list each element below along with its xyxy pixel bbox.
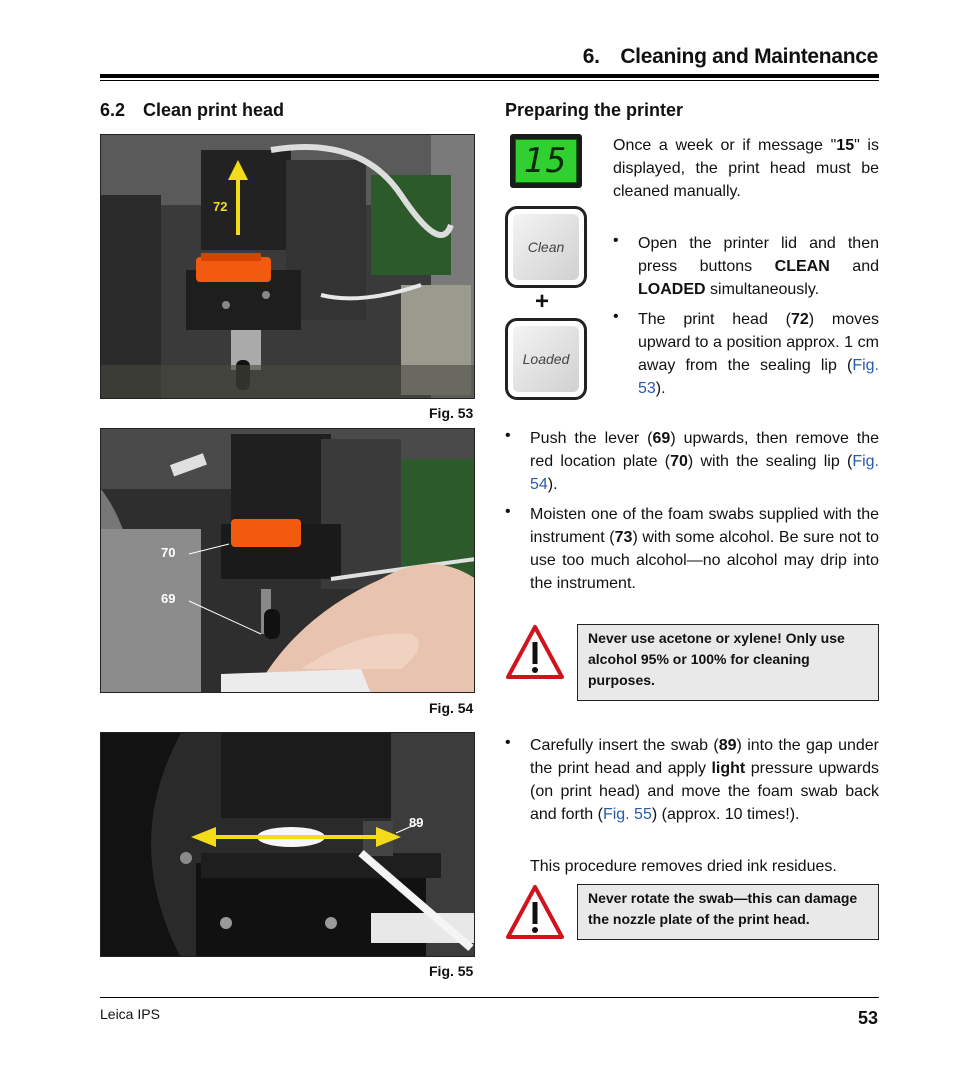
figure-53-caption: Fig. 53 <box>429 405 474 421</box>
subsection-title: Preparing the printer <box>505 100 684 120</box>
fig-55-link[interactable]: Fig. 55 <box>602 806 652 823</box>
warning-box-rotate: Never rotate the swab—this can damage the nozzle plate of the print head. <box>577 884 879 940</box>
chapter-title: 6. Cleaning and Maintenance <box>582 45 878 68</box>
intro-paragraph: Once a week or if message "15" is displayed, the print head must be cleaned manually. <box>613 137 879 200</box>
bullet-marker: • <box>505 734 511 751</box>
loaded-button-icon <box>505 318 587 400</box>
bullet-moisten-swab: Moisten one of the foam swabs supplied with the instrument (73) with some alcohol. Be sure not to use too much alcohol—no alcohol may drip into the instrument. <box>530 506 880 592</box>
callout-69: 69 <box>161 591 176 606</box>
bullet-marker: • <box>505 503 511 520</box>
callout-89: 89 <box>409 815 424 830</box>
figure-54-caption: Fig. 54 <box>429 700 474 716</box>
bullet-press-buttons: Open the printer lid and then press buttons CLEAN and LOADED simultaneously. <box>638 235 880 298</box>
warning-icon <box>505 624 565 680</box>
clean-button-label: Clean <box>527 239 565 255</box>
bullet-marker: • <box>613 308 619 325</box>
fig-54-link[interactable]: Fig. 54 <box>530 453 879 493</box>
procedure-note: This procedure removes dried ink residues. <box>530 858 837 875</box>
warning-box-solvents: Never use acetone or xylene! Only use alcohol 95% or 100% for cleaning purposes. <box>577 624 879 701</box>
footer-product: Leica IPS <box>100 1006 160 1022</box>
callout-70: 70 <box>161 545 176 560</box>
display-value: 15 <box>523 141 569 181</box>
bullet-insert-swab: Carefully insert the swab (89) into the gap under the print head and apply light pressure upwards (on print head) and move the foam swab back and forth (Fig. 55) (approx. 10 times!). <box>530 737 879 823</box>
warning-icon <box>505 884 565 940</box>
figure-55-caption: Fig. 55 <box>429 963 474 979</box>
fig-53-link[interactable]: Fig. 53 <box>638 357 879 397</box>
bullet-print-head-moves: The print head (72) moves upward to a position approx. 1 cm away from the sealing lip (Fig. 53). <box>638 311 879 397</box>
display-panel-icon <box>510 134 582 188</box>
plus-sign: + <box>535 288 550 315</box>
callout-72: 72 <box>213 199 228 214</box>
header-rule <box>100 74 879 78</box>
figure-53-photo <box>100 134 475 399</box>
loaded-button-label: Loaded <box>522 351 570 367</box>
page-number: 53 <box>857 1008 878 1028</box>
bullet-marker: • <box>505 427 511 444</box>
clean-button-icon <box>505 206 587 288</box>
footer-rule <box>100 997 879 998</box>
figure-55-photo <box>100 732 475 957</box>
bullet-marker: • <box>613 232 619 249</box>
figure-54-photo <box>100 428 475 693</box>
bullet-push-lever: Push the lever (69) upwards, then remove the red location plate (70) with the sealing lip (Fig. 54). <box>530 430 880 493</box>
section-title: 6.2 Clean print head <box>100 100 285 120</box>
header-rule-thin <box>100 80 879 81</box>
